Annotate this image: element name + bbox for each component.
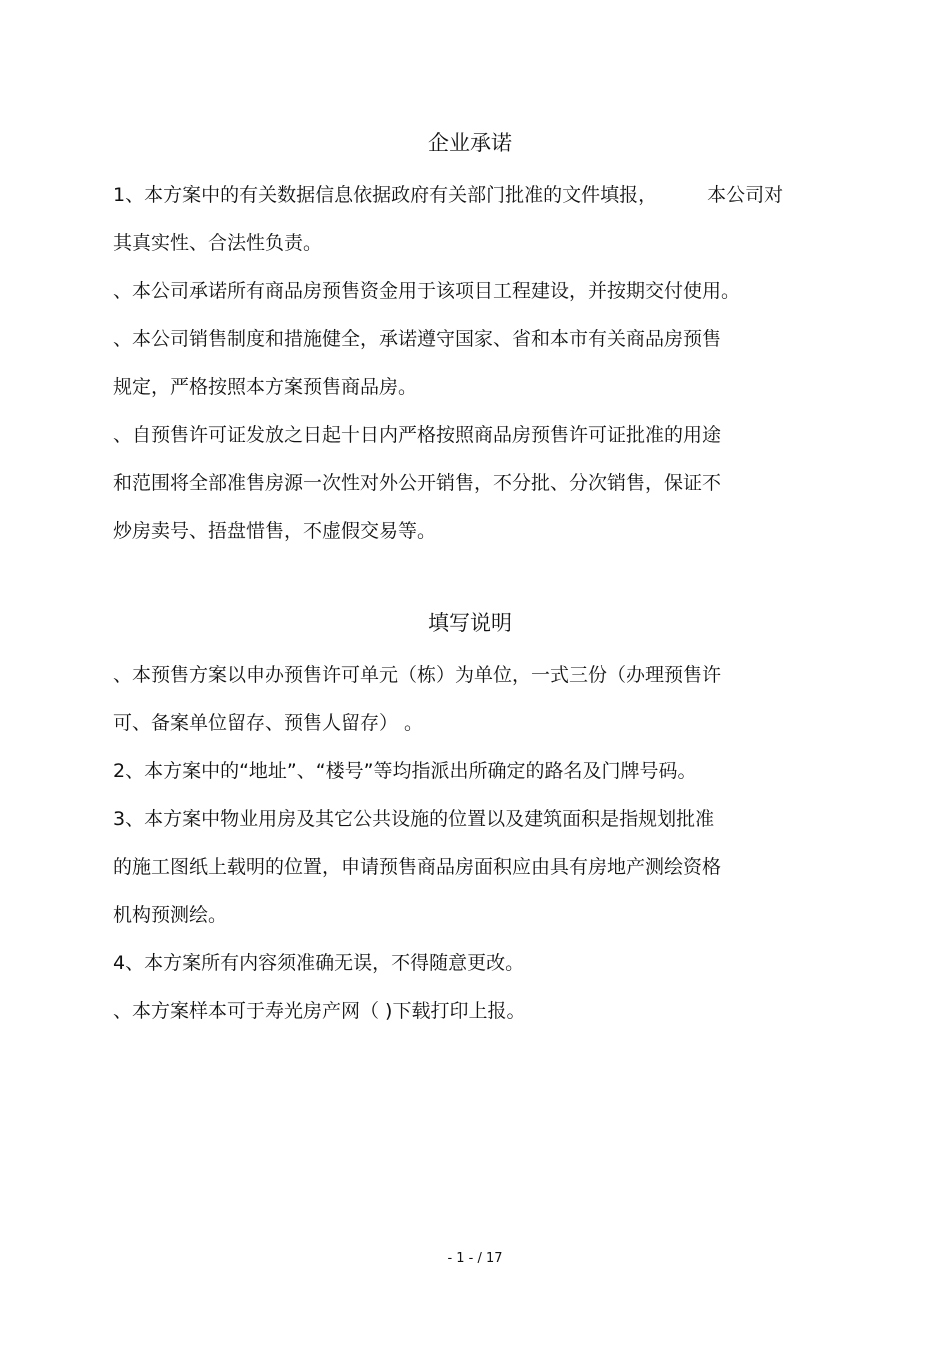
- instruction-item-1-line-2: 可、备案单位留存、预售人留存） 。: [113, 712, 424, 734]
- instruction-item-2-line-1: 2、本方案中的“地址”、“楼号”等均指派出所确定的路名及门牌号码。: [113, 760, 697, 782]
- commitment-item-4-line-1: 、自预售许可证发放之日起十日内严格按照商品房预售许可证批准的用途: [113, 424, 722, 446]
- commitment-item-1-line-1: [113, 181, 783, 209]
- section-title-enterprise-commitment: 企业承诺: [428, 131, 512, 155]
- instruction-item-5-line-1: 、本方案样本可于寿光房产网（ )下载打印上报。: [113, 1000, 526, 1022]
- commitment-item-1-text-a: 1、本方案中的有关数据信息依据政府有关部门批准的文件填报，: [113, 184, 658, 206]
- commitment-item-4-line-3: 炒房卖号、捂盘惜售，不虚假交易等。: [113, 520, 437, 542]
- commitment-item-3-line-2: 规定，严格按照本方案预售商品房。: [113, 376, 418, 398]
- commitment-item-4-line-2: 和范围将全部准售房源一次性对外公开销售，不分批、分次销售，保证不: [113, 472, 722, 494]
- page-number: - 1 - / 17: [447, 1251, 503, 1266]
- instruction-item-3-line-1: 3、本方案中物业用房及其它公共设施的位置以及建筑面积是指规划批准: [113, 808, 715, 830]
- commitment-item-1-line-2: 其真实性、合法性负责。: [113, 232, 323, 254]
- commitment-item-1-text-b: 本公司对: [707, 184, 784, 206]
- commitment-item-3-line-1: 、本公司销售制度和措施健全，承诺遵守国家、省和本市有关商品房预售: [113, 328, 722, 350]
- section-title-filling-instructions: 填写说明: [428, 611, 512, 635]
- instruction-item-1-line-1: 、本预售方案以申办预售许可单元（栋）为单位，一式三份（办理预售许: [113, 664, 722, 686]
- instruction-item-4-line-1: 4、本方案所有内容须准确无误，不得随意更改。: [113, 952, 525, 974]
- instruction-item-3-line-2: 的施工图纸上载明的位置，申请预售商品房面积应由具有房地产测绘资格: [113, 856, 722, 878]
- instruction-item-3-line-3: 机构预测绘。: [113, 904, 228, 926]
- commitment-item-2-line-1: 、本公司承诺所有商品房预售资金用于该项目工程建设，并按期交付使用。: [113, 280, 741, 302]
